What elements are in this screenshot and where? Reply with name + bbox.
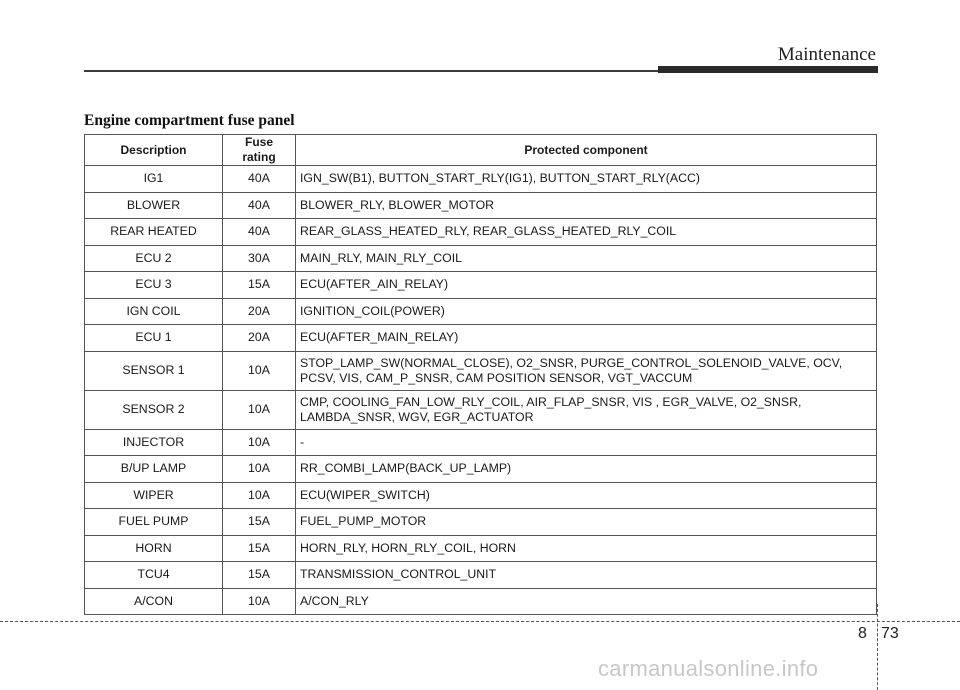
- protected-component: ECU(AFTER_AIN_RELAY): [296, 272, 877, 299]
- fuse-rating: 40A: [223, 219, 296, 246]
- watermark: carmanualsonline.info: [598, 656, 819, 681]
- chapter-number: 8: [858, 625, 867, 642]
- fuse-description: ECU 1: [85, 325, 223, 352]
- table-header-row: [85, 135, 877, 166]
- table-row: [85, 325, 877, 352]
- footer-guide-horizontal: [0, 621, 960, 622]
- table-row: [85, 588, 877, 615]
- fuse-description: TCU4: [85, 562, 223, 589]
- fuse-rating: 40A: [223, 166, 296, 193]
- table-row: [85, 390, 877, 429]
- protected-component: STOP_LAMP_SW(NORMAL_CLOSE), O2_SNSR, PURGE_CONTROL_SOLENOID_VALVE, OCV, PCSV, VIS, CAM_P_SNSR, CAM POSITION SENSOR, VGT_VACCUM: [296, 351, 877, 390]
- protected-component: BLOWER_RLY, BLOWER_MOTOR: [296, 192, 877, 219]
- table-row: [85, 535, 877, 562]
- fuse-description: BLOWER: [85, 192, 223, 219]
- protected-component: -: [296, 429, 877, 456]
- table-row: [85, 245, 877, 272]
- fuse-rating: 40A: [223, 192, 296, 219]
- protected-component: TRANSMISSION_CONTROL_UNIT: [296, 562, 877, 589]
- header-rule: [84, 70, 664, 72]
- protected-component: HORN_RLY, HORN_RLY_COIL, HORN: [296, 535, 877, 562]
- protected-component: IGN_SW(B1), BUTTON_START_RLY(IG1), BUTTON_START_RLY(ACC): [296, 166, 877, 193]
- column-header-description: Description: [85, 135, 223, 166]
- fuse-description: HORN: [85, 535, 223, 562]
- table-row: [85, 562, 877, 589]
- column-header-protected-component: Protected component: [296, 135, 877, 166]
- fuse-rating: 15A: [223, 535, 296, 562]
- protected-component: RR_COMBI_LAMP(BACK_UP_LAMP): [296, 456, 877, 483]
- fuse-rating: 10A: [223, 390, 296, 429]
- header-rule-accent: [658, 66, 878, 73]
- fuse-description: SENSOR 1: [85, 351, 223, 390]
- fuse-table: [84, 134, 877, 615]
- table-row: [85, 219, 877, 246]
- table-row: [85, 192, 877, 219]
- fuse-description: SENSOR 2: [85, 390, 223, 429]
- table-row: [85, 509, 877, 536]
- table-row: [85, 482, 877, 509]
- table-row: [85, 272, 877, 299]
- fuse-rating: 15A: [223, 562, 296, 589]
- protected-component: MAIN_RLY, MAIN_RLY_COIL: [296, 245, 877, 272]
- protected-component: ECU(WIPER_SWITCH): [296, 482, 877, 509]
- fuse-description: WIPER: [85, 482, 223, 509]
- fuse-table-body: [85, 166, 877, 615]
- footer-guide-vertical: [877, 604, 878, 690]
- fuse-rating: 10A: [223, 429, 296, 456]
- table-row: [85, 166, 877, 193]
- fuse-rating: 30A: [223, 245, 296, 272]
- protected-component: ECU(AFTER_MAIN_RELAY): [296, 325, 877, 352]
- fuse-description: B/UP LAMP: [85, 456, 223, 483]
- fuse-rating: 20A: [223, 325, 296, 352]
- fuse-description: ECU 3: [85, 272, 223, 299]
- fuse-description: INJECTOR: [85, 429, 223, 456]
- fuse-description: IG1: [85, 166, 223, 193]
- page-number: 73: [881, 625, 899, 642]
- section-header: Maintenance: [777, 44, 876, 65]
- fuse-description: A/CON: [85, 588, 223, 615]
- fuse-description: FUEL PUMP: [85, 509, 223, 536]
- page-title: Engine compartment fuse panel: [84, 112, 295, 129]
- table-row: [85, 351, 877, 390]
- protected-component: CMP, COOLING_FAN_LOW_RLY_COIL, AIR_FLAP_SNSR, VIS , EGR_VALVE, O2_SNSR, LAMBDA_SNSR, WGV, EGR_ACTUATOR: [296, 390, 877, 429]
- column-header-fuse-rating: Fuse rating: [223, 135, 296, 166]
- protected-component: FUEL_PUMP_MOTOR: [296, 509, 877, 536]
- table-row: [85, 456, 877, 483]
- fuse-rating: 10A: [223, 351, 296, 390]
- protected-component: IGNITION_COIL(POWER): [296, 298, 877, 325]
- fuse-description: REAR HEATED: [85, 219, 223, 246]
- table-row: [85, 298, 877, 325]
- fuse-rating: 20A: [223, 298, 296, 325]
- fuse-rating: 10A: [223, 482, 296, 509]
- table-row: [85, 429, 877, 456]
- fuse-rating: 10A: [223, 456, 296, 483]
- fuse-description: IGN COIL: [85, 298, 223, 325]
- fuse-description: ECU 2: [85, 245, 223, 272]
- fuse-rating: 15A: [223, 272, 296, 299]
- fuse-rating: 10A: [223, 588, 296, 615]
- protected-component: REAR_GLASS_HEATED_RLY, REAR_GLASS_HEATED_RLY_COIL: [296, 219, 877, 246]
- protected-component: A/CON_RLY: [296, 588, 877, 615]
- fuse-rating: 15A: [223, 509, 296, 536]
